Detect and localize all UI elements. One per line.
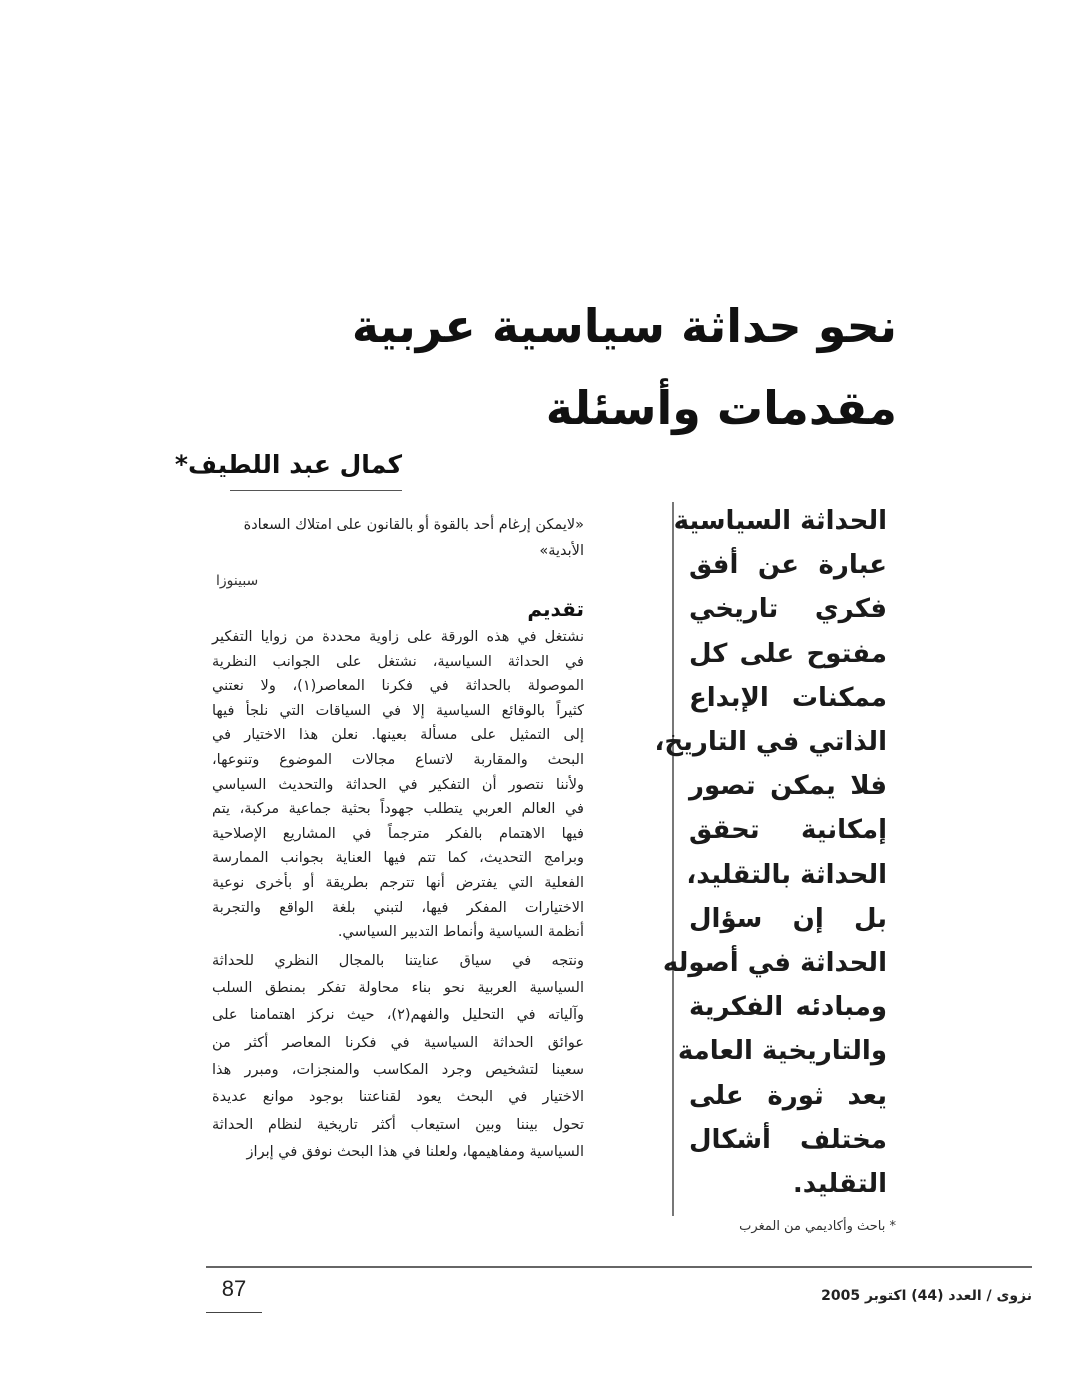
page-number-rule [206, 1312, 262, 1313]
pull-quote-line: بل إن سؤال [689, 903, 887, 934]
body-line: السياسية ومفاهيمها، ولعلنا في هذا البحث نوفق في إبراز [246, 1143, 584, 1160]
body-line: البحث والمقاربة لاتساع مجالات الموضوع وتنوعها، [212, 752, 584, 768]
pull-quote-line: مختلف أشكال [689, 1124, 887, 1155]
body-line: سعينا لتشخيص وجرد المكاسب والمنجزات، ومبرر هذا [212, 1062, 584, 1078]
pull-quote-line: ممكنات الإبداع [689, 682, 887, 713]
body-line: وآلياته في التحليل والفهم(٢)، حيث نركز اهتمامنا على [212, 1007, 584, 1024]
section-heading: تقديم [527, 597, 584, 621]
author-footnote: * باحث وأكاديمي من المغرب [739, 1219, 896, 1234]
epigraph-text: «لايمكن إرغام أحد بالقوة أو بالقانون على امتلاك السعادة الأبدية» [243, 517, 584, 559]
body-line: الاختيار في البحث يعود لقناعتنا بوجود موانع عديدة [212, 1089, 584, 1106]
pull-quote-line: الحداثة في أصوله [662, 948, 887, 978]
journal-info: نزوى / العدد (44) اكتوبر 2005 [821, 1288, 1032, 1304]
footer-rule [206, 1266, 1032, 1268]
pull-quote-line: فكري تاريخي [689, 594, 887, 625]
body-line: نشتغل في هذه الورقة على زاوية محددة من زوايا التفكير [212, 629, 584, 645]
body-line: السياسية العربية نحو بناء محاولة تفكر بمنطق السلب [212, 980, 584, 997]
pull-quote-line: والتاريخية العامة [677, 1036, 887, 1067]
body-line: وبرامج التحديث، كما تتم فيها العناية بجوانب الممارسة [212, 850, 584, 867]
body-line: في العالم العربي يتطلب جهوداً بحثية جماعية مركبة، يتم [212, 801, 584, 818]
body-line: الاختيارات المفكر فيها، لتبني بلغة الواقع والتجربة [212, 899, 584, 916]
pull-quote [654, 502, 899, 1216]
author-name: كمال عبد اللطيف* [174, 450, 402, 479]
pull-quote-line: فلا يمكن تصور [689, 771, 887, 802]
body-line: الفعلية التي يفترض أنها تترجم بطريقة أو بأخرى نوعية [212, 875, 584, 891]
pull-quote-line: مفتوح على كل [689, 638, 887, 669]
body-line: فيها الاهتمام بالفكر مترجماً في المشاريع الإصلاحية [212, 825, 584, 842]
epigraph-author: سبينوزا [216, 573, 259, 589]
pull-quote-line: الذاتي في التاريخ، [654, 727, 887, 757]
pull-quote-line: التقليد. [792, 1169, 887, 1199]
pull-quote-line: عبارة عن أفق [689, 550, 887, 581]
pull-quote-line: الحداثة بالتقليد، [686, 859, 887, 890]
body-line: عوائق الحداثة السياسية في فكرنا المعاصر أكثر من [212, 1034, 584, 1051]
pull-quote-line: الحداثة السياسية [673, 506, 887, 536]
body-line: ونتجه في سياق عنايتنا بالمجال النظري للحداثة [212, 952, 584, 969]
body-line: أنظمة السياسية وأنماط التدبير السياسي. [337, 924, 584, 941]
body-line: الموصولة بالحداثة في فكرنا المعاصر(١)، ولا نعتني [212, 678, 584, 695]
body-line: تحول بيننا وبين استيعاب أكثر تاريخية لنظام الحداثة [212, 1116, 584, 1133]
body-line: إلى التمثيل على مسألة بعينها. نعلن هذا الاختيار في [212, 727, 584, 744]
author-rule [230, 490, 402, 491]
article-subtitle: مقدمات وأسئلة [545, 381, 897, 435]
article-title: نحو حداثة سياسية عربية [351, 299, 897, 353]
body-line: في الحداثة السياسية، نشتغل على الجوانب النظرية [212, 653, 584, 670]
pull-quote-line: يعد ثورة على [689, 1080, 887, 1111]
page-number: 87 [221, 1276, 247, 1301]
body-line: ولأننا نتصور أن التفكير في الحداثة والتحديث السياسي [212, 776, 584, 793]
body-line: كثيراً بالوقائع السياسية إلا في السياقات التي نلجأ فيها [212, 702, 584, 719]
pull-quote-line: إمكانية تحقق [689, 815, 887, 846]
pull-quote-line: ومبادئه الفكرية [689, 992, 887, 1023]
